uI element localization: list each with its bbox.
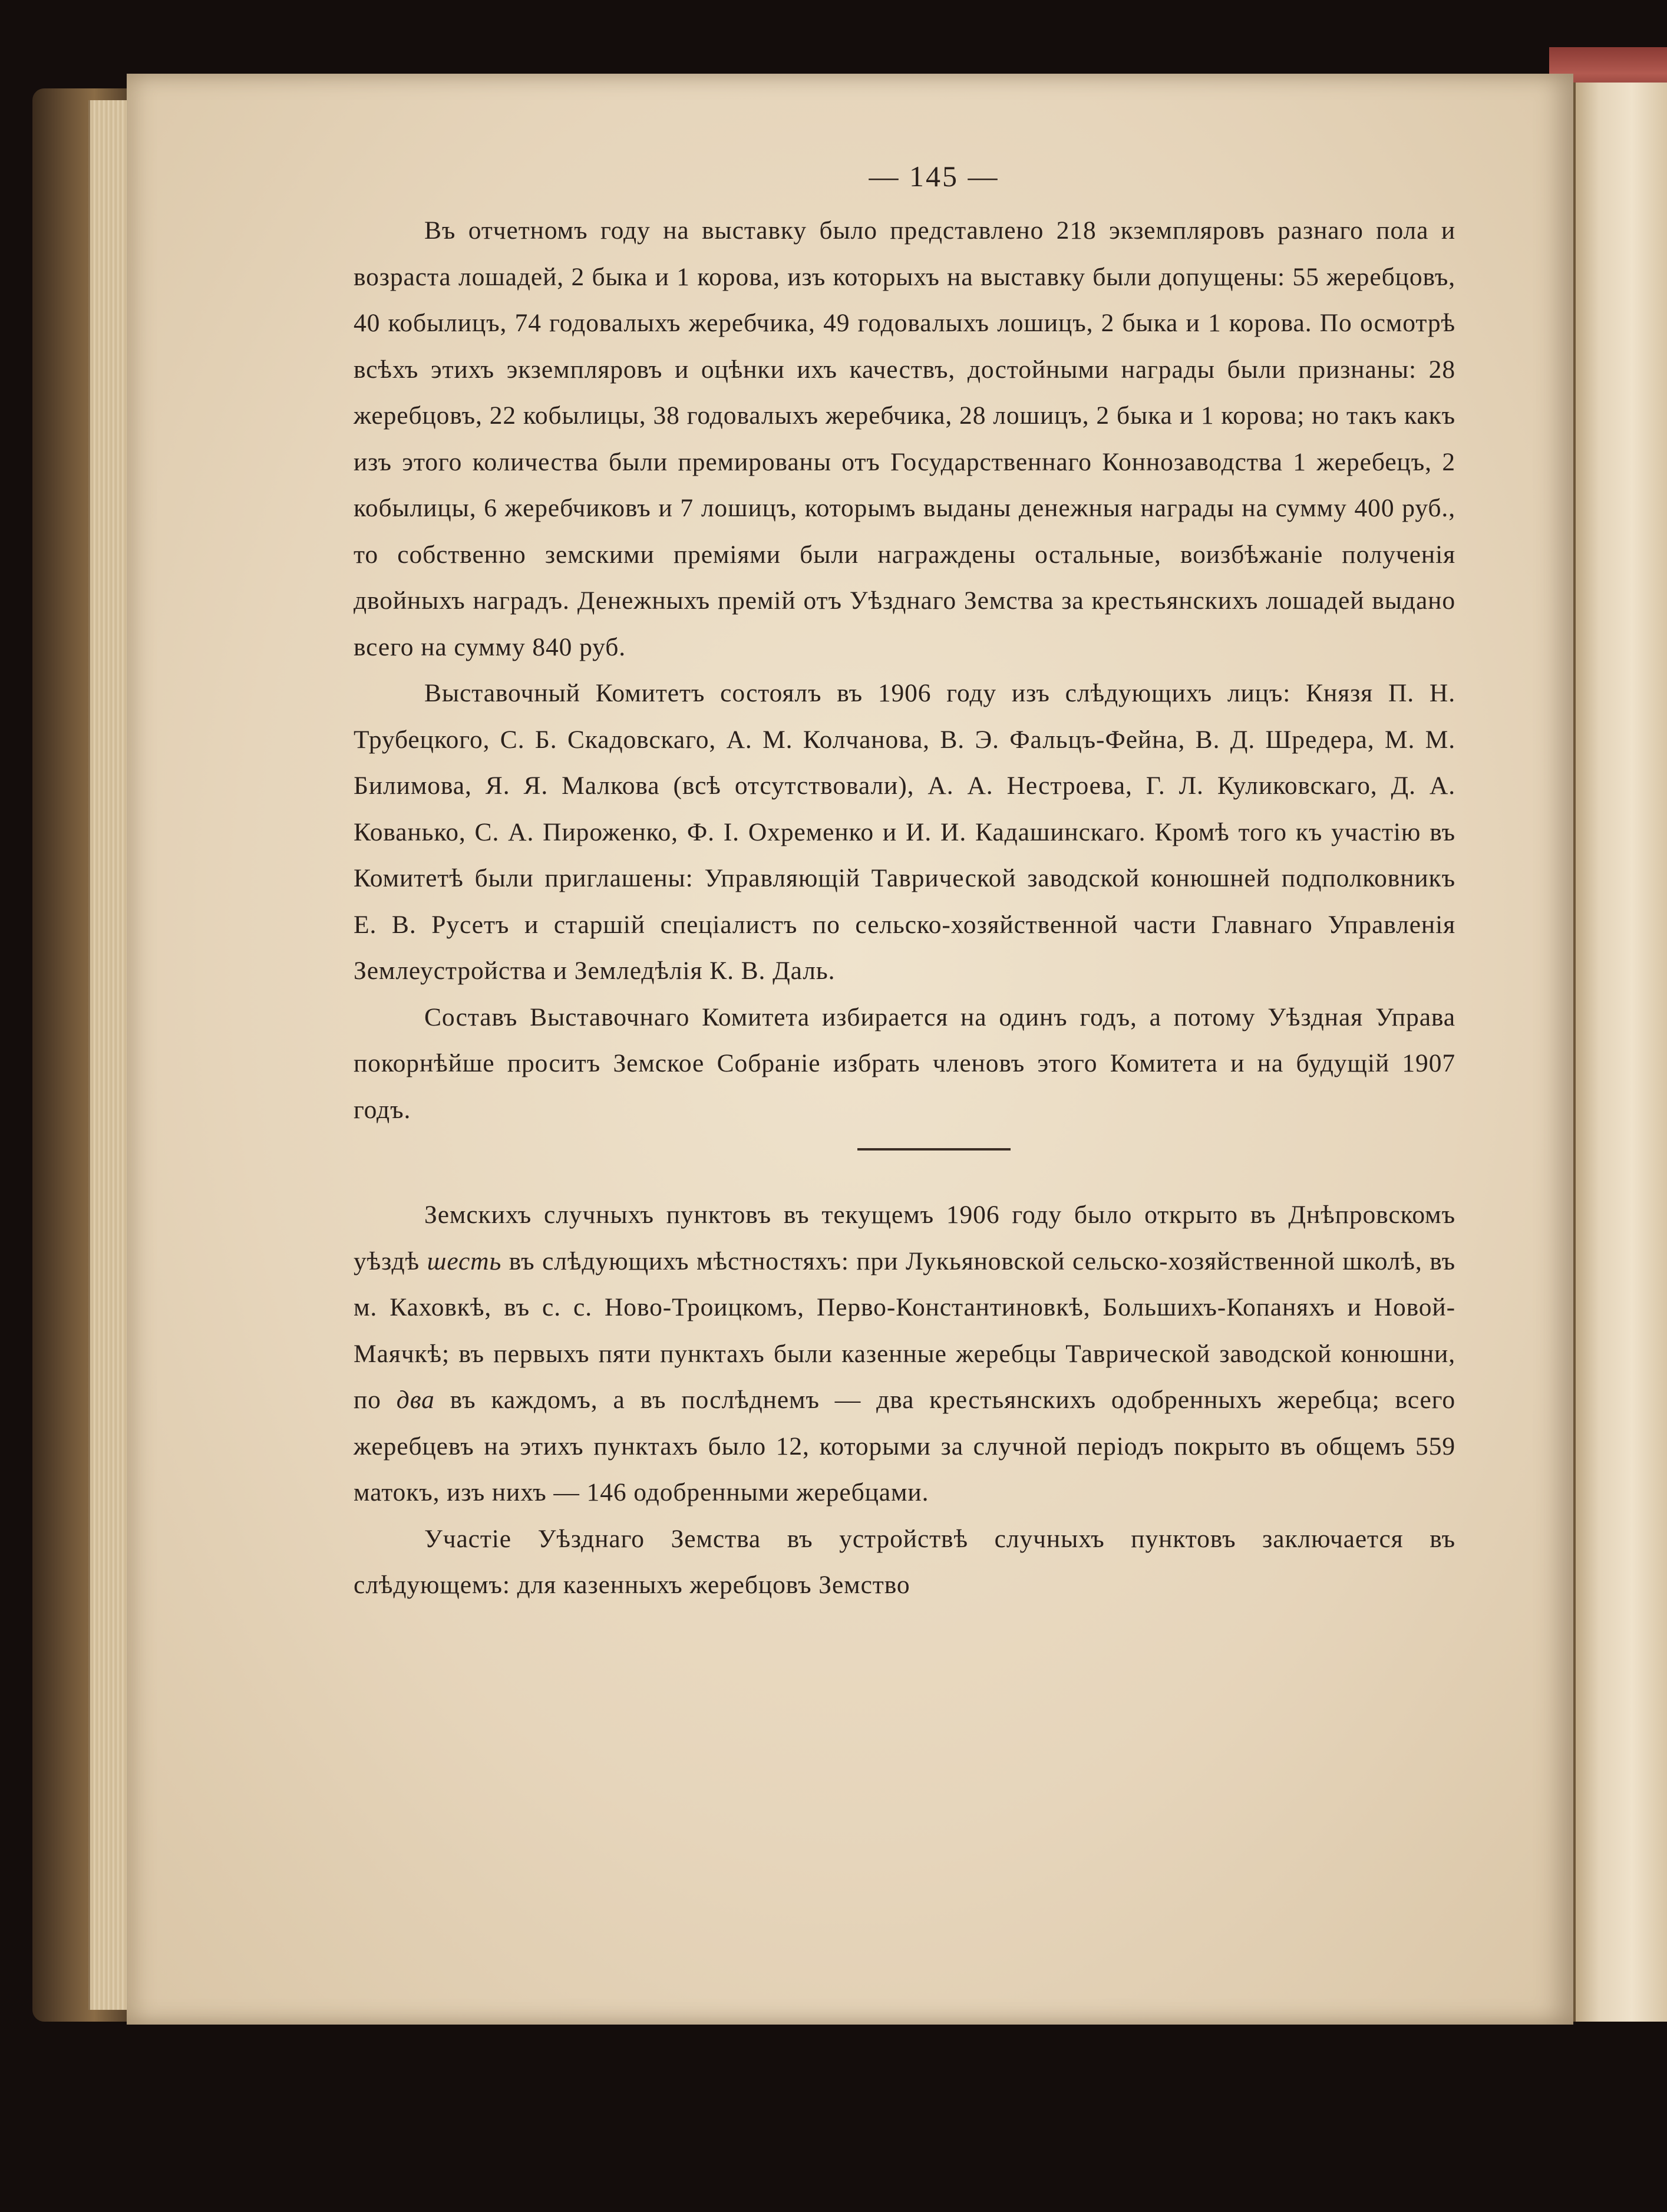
breeding-text-1: Земскихъ случныхъ пунктовъ въ текущемъ 1906 году было открыто въ Днѣпровскомъ уѣздѣ — [354, 1201, 1455, 1275]
page-number: — 145 — — [869, 160, 999, 193]
breeding-text-3: въ каждомъ, а въ послѣднемъ — два крестьянскихъ одобренныхъ жеребца; всего жеребцевъ на этихъ пунктахъ было 12, которыми за случной періодъ покрыто въ общемъ 559 матокъ, изъ нихъ — 146 одобренными жеребцами. — [354, 1386, 1455, 1506]
paragraph-zemstvo-participation: Участіе Уѣзднаго Земства въ устройствѣ случныхъ пунктовъ заключается въ слѣдующемъ: для казенныхъ жеребцовъ Земство — [354, 1524, 1455, 1599]
paragraph-committee-election: Составъ Выставочнаго Комитета избирается на одинъ годъ, а потому Уѣздная Управа покорнѣйше проситъ Земское Собраніе избрать членовъ этого Комитета и на будущій 1907 годъ. — [354, 1003, 1455, 1124]
section-divider — [857, 1148, 1011, 1150]
page-text — [354, 159, 1455, 1608]
breeding-text-2: въ слѣдующихъ мѣстностяхъ: при Лукьяновской сельско-хозяйственной школѣ, въ м. Каховкѣ, въ с. с. Ново-Троицкомъ, Перво-Константиновкѣ, Большихъ-Копаняхъ и Новой-Маячкѣ; въ первыхъ пяти пунктахъ были казенные жеребцы Таврической заводской конюшни, по — [354, 1247, 1456, 1414]
paragraph-exhibition: Въ отчетномъ году на выставку было представлено 218 экземпляровъ разнаго пола и возраста лошадей, 2 быка и 1 корова, изъ которыхъ на выставку были допущены: 55 жеребцовъ, 40 кобылицъ, 74 годовалыхъ жеребчика, 49 годовалыхъ лошицъ, 2 быка и 1 корова. По осмотрѣ всѣхъ этихъ экземпляровъ и оцѣнки ихъ качествъ, достойными награды были признаны: 28 жеребцовъ, 22 кобылицы, 38 годовалыхъ жеребчика, 28 лошицъ, 2 быка и 1 корова; но такъ какъ изъ этого количества были премированы отъ Государственнаго Коннозаводства 1 жеребецъ, 2 кобылицы, 6 жеребчиковъ и 7 лошицъ, которымъ выданы денежныя награды на сумму 400 руб., то собственно земскими преміями были награждены остальные, воизбѣжаніе полученія двойныхъ наградъ. Денежныхъ премій отъ Уѣзднаго Земства за крестьянскихъ лошадей выдано всего на сумму 840 руб. — [354, 216, 1455, 661]
facing-page-edge — [1573, 83, 1667, 2022]
emphasis-dva: два — [396, 1386, 435, 1414]
paragraph-breeding-points — [354, 1192, 1455, 1516]
emphasis-shest: шесть — [427, 1247, 502, 1275]
paragraph-committee: Выставочный Комитетъ состоялъ въ 1906 году изъ слѣдующихъ лицъ: Князя П. Н. Трубецкого, С. Б. Скадовскаго, А. М. Колчанова, В. Э. Фальцъ-Фейна, В. Д. Шредера, М. М. Билимова, Я. Я. Малкова (всѣ отсутствовали), А. А. Нестроева, Г. Л. Куликовскаго, Д. А. Кованько, С. А. Пироженко, Ф. І. Охременко и И. И. Кадашинскаго. Кромѣ того къ участію въ Комитетѣ были приглашены: Управляющій Таврической заводской конюшней подполковникъ Е. В. Русетъ и старшій спеціалистъ по сельско-хозяйственной части Главнаго Управленія Землеустройства и Земледѣлія К. В. Даль. — [354, 679, 1455, 985]
